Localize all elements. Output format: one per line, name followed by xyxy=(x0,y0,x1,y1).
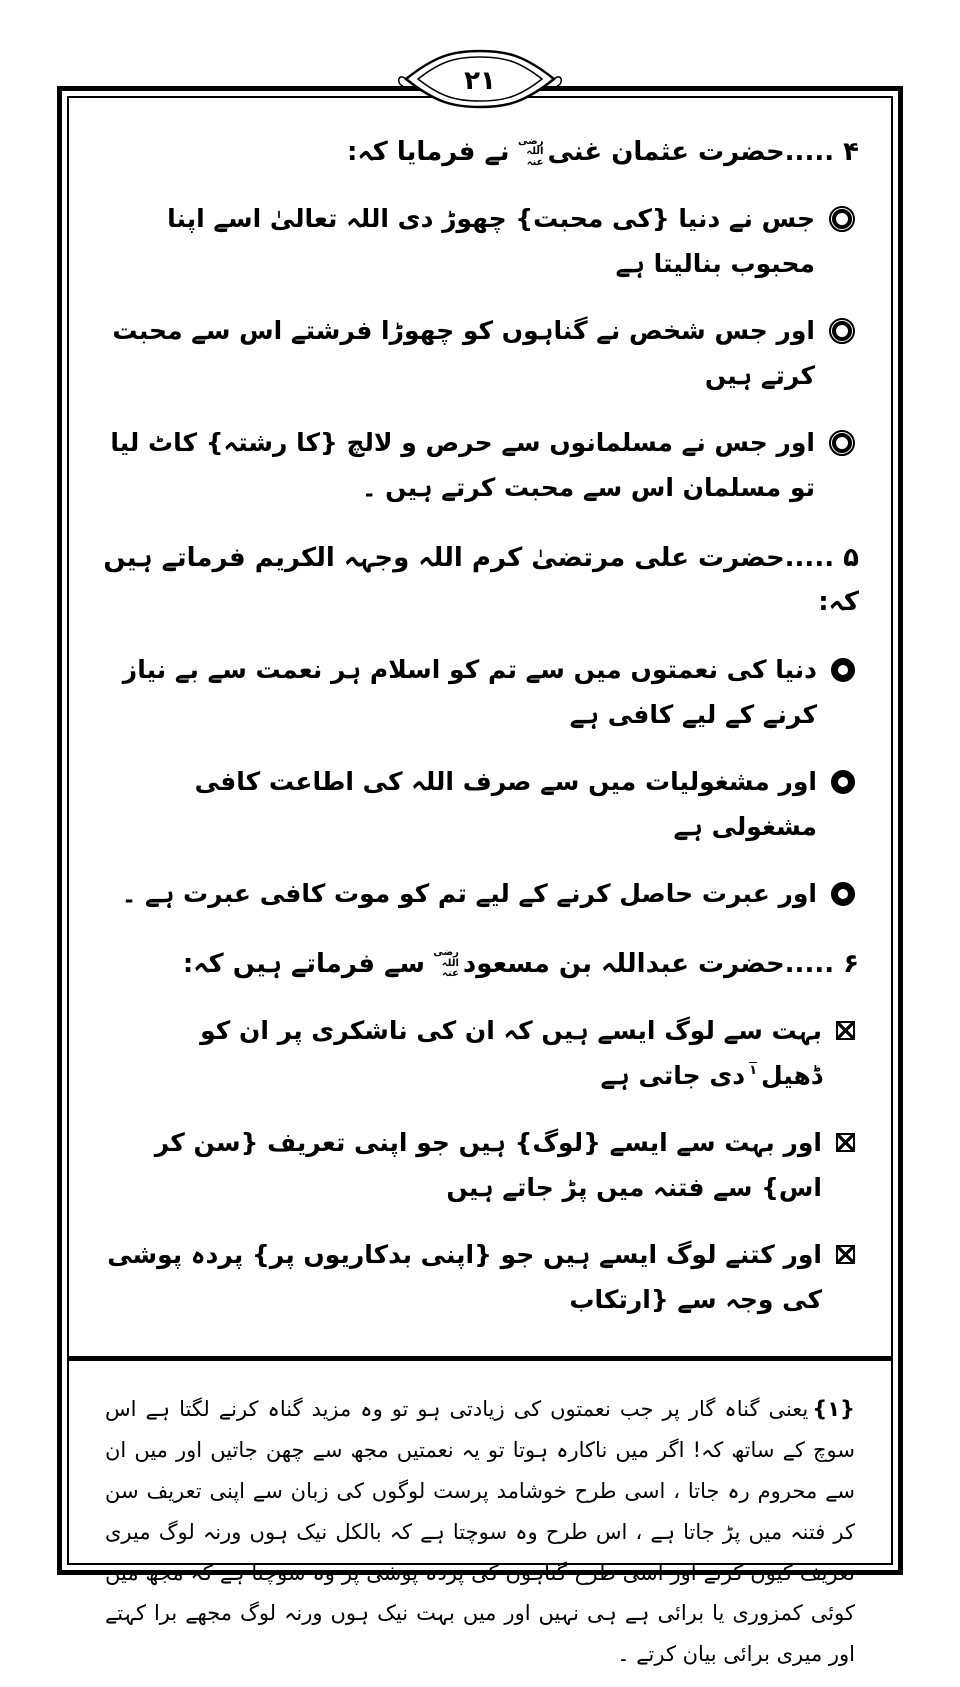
list-item xyxy=(101,1232,855,1322)
target-bullet-icon xyxy=(829,318,855,344)
list-item-text: اور مشغولیات میں سے صرف اللہ کی اطاعت کافی مشغولی ہے xyxy=(194,766,817,841)
donut-bullet-icon xyxy=(831,882,855,906)
footnote-text: یعنی گناہ گار پر جب نعمتوں کی زیادتی ہو تو وہ مزید گناہ کرنے لگتا ہے اس سوچ کے ساتھ کہ! اگر میں ناکارہ ہوتا تو یہ نعمتیں مجھ سے چھن جاتیں اور میں ان سے محروم رہ جاتا ، اسی طرح خوشامد پرست لوگوں کی زبان سے اپنی تعریف سن کر فتنہ میں پڑ جاتا ہے ، اس طرح وہ سوچتا ہے کہ بالکل نیک ہوں ورنہ لوگ میری تعریف کیوں کرتے اور اسی طرح گناہوں کی پردہ پوشی پر وہ سوچتا ہے کہ مجھ میں کوئی کمزوری یا برائی ہے ہی نہیں اور میں بہت نیک ہوں ورنہ لوگ مجھے برا کہتے اور میری برائی بیان کرتے ۔ xyxy=(105,1396,855,1667)
square-bullet-icon xyxy=(836,1245,855,1264)
page-content xyxy=(71,100,889,1667)
list-item xyxy=(101,759,855,849)
list-item-text: دنیا کی نعمتوں میں سے تم کو اسلام ہر نعمت سے بے نیاز کرنے کے لیے کافی ہے xyxy=(122,654,817,729)
section-heading xyxy=(101,536,859,624)
list-item-text: جس نے دنیا {کی محبت} چھوڑ دی اللہ تعالیٰ اسے اپنا محبوب بنالیتا ہے xyxy=(167,204,815,279)
section-4 xyxy=(101,130,859,510)
list-item xyxy=(101,308,855,398)
square-bullet-icon xyxy=(836,1021,855,1040)
list-item xyxy=(101,1008,855,1098)
donut-bullet-icon xyxy=(831,658,855,682)
list-item-text: اور کتنے لوگ ایسے ہیں جو {اپنی بدکاریوں پر} پردہ پوشی کی وجہ سے {ارتکاب xyxy=(107,1239,822,1314)
target-bullet-icon xyxy=(829,430,855,456)
list-item xyxy=(101,196,855,286)
section-heading-text: نے فرمایا کہ: xyxy=(347,137,510,167)
section-heading-text: سے فرماتے ہیں کہ: xyxy=(182,948,425,979)
list-item xyxy=(101,871,855,916)
section-heading-text: ۴ .....حضرت عثمان غنی xyxy=(547,137,859,167)
honorific-seal: رضی اللہ عنہ xyxy=(517,135,544,168)
section-6 xyxy=(101,942,859,1322)
footnote-reference: ۱ xyxy=(749,1062,757,1078)
page-frame xyxy=(57,86,903,1667)
section-heading xyxy=(101,130,859,174)
page-number-ornament xyxy=(392,48,568,114)
donut-bullet-icon xyxy=(831,770,855,794)
list-item-text: اور جس شخص نے گناہوں کو چھوڑا فرشتے اس سے محبت کرتے ہیں xyxy=(112,316,815,391)
page-frame-inner xyxy=(67,96,893,1667)
list-item-text xyxy=(101,1008,822,1098)
footnote xyxy=(101,1389,859,1687)
section-heading-text: ۵ .....حضرت علی مرتضیٰ کرم اللہ وجہہ الکریم فرماتے ہیں کہ: xyxy=(103,543,859,618)
section-5 xyxy=(101,536,859,915)
footnote-separator xyxy=(69,1356,891,1361)
list-item-text-pre: بہت سے لوگ ایسے ہیں کہ ان کی ناشکری پر ان کو ڈھیل xyxy=(200,1015,822,1090)
list-item xyxy=(101,420,855,510)
page-number: ۲۱ xyxy=(464,66,496,96)
list-item xyxy=(101,647,855,737)
list-item-text-post: دی جاتی ہے xyxy=(600,1060,746,1090)
cartouche-shape xyxy=(392,48,568,110)
list-item xyxy=(101,1120,855,1210)
square-bullet-icon xyxy=(836,1133,855,1152)
target-bullet-icon xyxy=(829,206,855,232)
list-item-text: اور جس نے مسلمانوں سے حرص و لالچ {کا رشتہ} کاٹ لیا تو مسلمان اس سے محبت کرتے ہیں ۔ xyxy=(110,428,815,503)
section-heading xyxy=(101,942,859,986)
section-heading-text: ۶ .....حضرت عبداللہ بن مسعود xyxy=(462,948,859,979)
footnote-marker: {۱} xyxy=(812,1396,855,1421)
list-item-text: اور بہت سے ایسے {لوگ} ہیں جو اپنی تعریف {سن کر اس} سے فتنہ میں پڑ جاتے ہیں xyxy=(154,1127,822,1202)
list-item-text: اور عبرت حاصل کرنے کے لیے تم کو موت کافی عبرت ہے ۔ xyxy=(121,878,817,908)
honorific-seal: رضی اللہ عنہ xyxy=(433,947,459,980)
